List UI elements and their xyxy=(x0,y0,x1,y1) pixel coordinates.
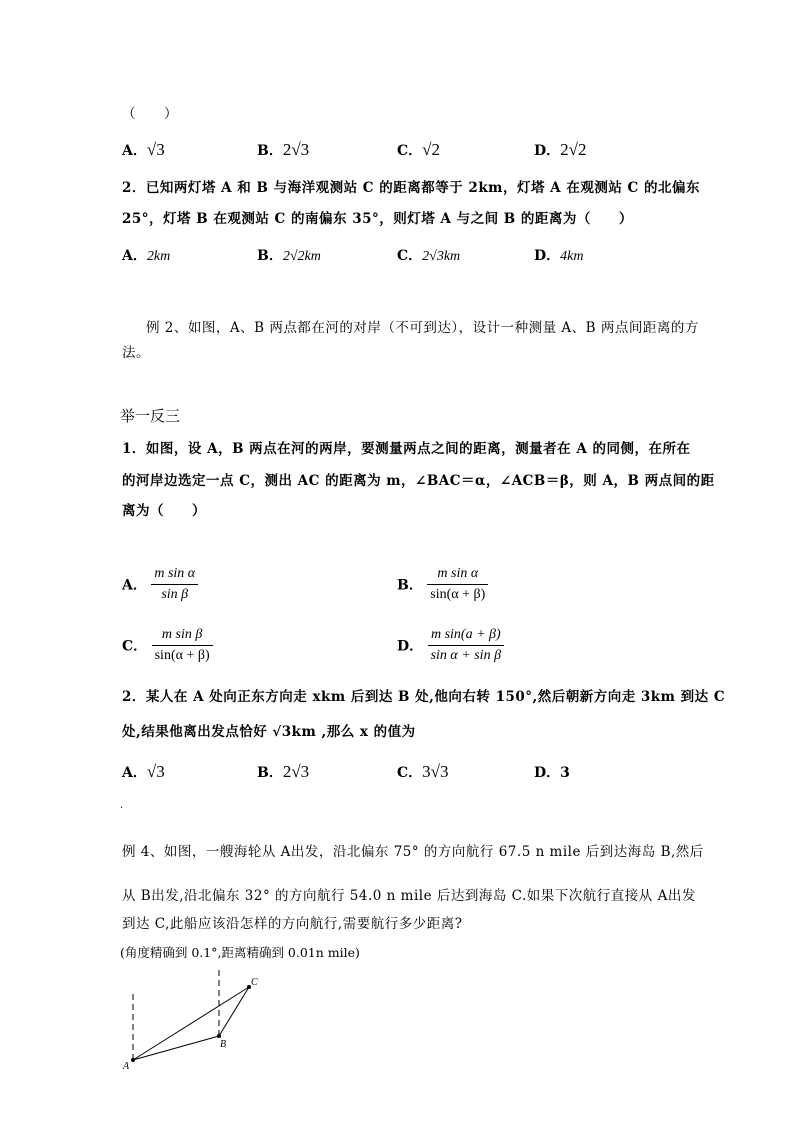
option-letter: D． xyxy=(534,765,561,781)
option-letter: D． xyxy=(534,248,561,264)
option-b xyxy=(257,762,309,782)
stray-dot: . xyxy=(120,800,124,811)
segment-ac xyxy=(133,987,249,1060)
label-c: C xyxy=(251,977,258,988)
navigation-figure xyxy=(115,970,275,1075)
option-letter: D． xyxy=(534,143,561,159)
segment-bc xyxy=(219,987,249,1036)
option-letter: B． xyxy=(257,143,283,159)
option-value: 2√3km xyxy=(422,249,461,264)
s2-line2: 处,结果他离出发点恰好 √3km ,那么 x 的值为 xyxy=(122,724,416,740)
option-letter: C． xyxy=(397,765,423,781)
label-a: A xyxy=(123,1061,130,1072)
option-value: 2√2 xyxy=(560,140,587,159)
option-b xyxy=(397,566,488,603)
numerator: m sin β xyxy=(152,627,213,646)
option-value: 3 xyxy=(560,765,570,781)
option-d xyxy=(534,245,583,265)
denominator: sin α + sin β xyxy=(430,648,502,663)
option-c xyxy=(122,627,213,664)
point-a xyxy=(131,1058,135,1062)
option-d xyxy=(397,627,504,664)
q2-line2: 25°，灯塔 B 在观测站 C 的南偏东 35°，则灯塔 A 与之间 B 的距离为（ ） xyxy=(122,211,633,227)
option-letter: B． xyxy=(257,248,283,264)
option-c xyxy=(397,245,460,265)
segment-ab xyxy=(133,1036,219,1060)
option-value: 3√3 xyxy=(422,762,449,781)
option-letter: C． xyxy=(397,143,423,159)
option-letter: C． xyxy=(122,638,148,655)
denominator: sin(α + β) xyxy=(430,587,486,602)
fraction xyxy=(151,566,198,603)
numerator: m sin α xyxy=(151,566,198,585)
option-letter: B． xyxy=(397,577,423,594)
option-value: 2√3 xyxy=(282,140,310,159)
s1-line1: 1．如图，设 A，B 两点在河的两岸，要测量两点之间的距离，测量者在 A 的同侧，在所在 xyxy=(122,441,691,457)
option-b xyxy=(257,140,309,160)
point-b xyxy=(217,1034,221,1038)
option-c xyxy=(397,762,449,782)
option-letter: B． xyxy=(257,765,283,781)
option-c xyxy=(397,140,440,160)
option-a xyxy=(122,566,198,603)
option-letter: A． xyxy=(122,248,147,264)
option-value: 2km xyxy=(146,249,171,264)
option-b xyxy=(257,245,321,265)
option-value: 2√2km xyxy=(282,249,321,264)
example4-line4: (角度精确到 0.1°,距离精确到 0.01n mile) xyxy=(120,945,360,960)
s2-line1: 2．某人在 A 处向正东方向走 xkm 后到达 B 处,他向右转 150°,然后朝新方向走 3km 到达 C xyxy=(122,689,726,705)
example4-line1: 例 4、如图，一艘海轮从 A出发，沿北偏东 75° 的方向航行 67.5 n mile 后到达海岛 B,然后 xyxy=(122,844,704,860)
option-d xyxy=(534,762,570,782)
option-value: 2√3 xyxy=(282,762,310,781)
fraction xyxy=(428,627,504,664)
example4-line3: 到达 C,此船应该沿怎样的方向航行,需要航行多少距离? xyxy=(122,916,463,932)
option-letter: A． xyxy=(122,143,147,159)
denominator: sin(α + β) xyxy=(154,648,210,663)
fraction xyxy=(152,627,213,664)
option-value: √2 xyxy=(422,140,440,159)
option-a xyxy=(122,140,165,160)
option-letter: C． xyxy=(397,248,423,264)
s1-line2: 的河岸边选定一点 C，测出 AC 的距离为 m，∠BAC＝α，∠ACB＝β，则 A，B 两点间的距 xyxy=(122,473,715,489)
numerator: m sin(a + β) xyxy=(428,627,504,646)
section-title: 举一反三 xyxy=(120,407,181,425)
label-b: B xyxy=(220,1039,227,1050)
option-letter: A． xyxy=(122,765,147,781)
option-d xyxy=(534,140,586,160)
option-letter: A． xyxy=(122,577,147,594)
example2-line2: 法。 xyxy=(122,345,150,361)
option-letter: D． xyxy=(397,638,424,655)
example4-line2: 从 B出发,沿北偏东 32° 的方向航行 54.0 n mile 后达到海岛 C.如果下次航行直接从 A出发 xyxy=(122,888,696,904)
option-value: 4km xyxy=(560,249,584,264)
numerator: m sin α xyxy=(427,566,488,585)
s1-line3: 离为（ ） xyxy=(122,503,206,519)
option-a xyxy=(122,762,165,782)
denominator: sin β xyxy=(161,587,189,602)
q2-line1: 2．已知两灯塔 A 和 B 与海洋观测站 C 的距离都等于 2km，灯塔 A 在观测站 C 的北偏东 xyxy=(122,180,700,196)
answer-bracket: （ ） xyxy=(122,106,178,122)
option-value: √3 xyxy=(146,140,165,159)
example2-line1: 例 2、如图，A、B 两点都在河的对岸（不可到达），设计一种测量 A、B 两点间距离的方 xyxy=(146,320,699,336)
fraction xyxy=(427,566,488,603)
option-a xyxy=(122,245,170,265)
option-value: √3 xyxy=(146,762,165,781)
